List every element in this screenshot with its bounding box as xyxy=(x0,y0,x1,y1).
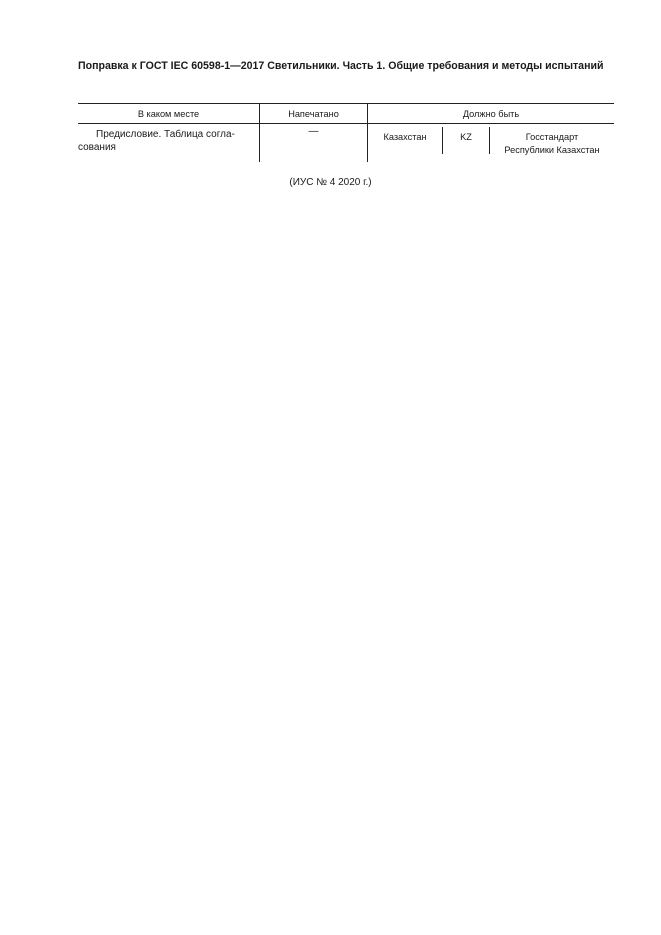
header-should-be: Должно быть xyxy=(368,104,615,124)
where-text: Предисловие. Таблица согла- сования xyxy=(78,129,235,153)
header-printed: Напечатано xyxy=(260,104,368,124)
printed-dash: — xyxy=(308,126,319,137)
standards-body-line2: Республики Казахстан xyxy=(504,144,600,155)
header-where: В каком месте xyxy=(78,104,260,124)
publication-source-note: (ИУС № 4 2020 г.) xyxy=(289,177,372,188)
document-title: Поправка к ГОСТ IEC 60598-1—2017 Светильники. Часть 1. Общие требования и методы испытаний xyxy=(78,60,604,72)
table-header-row xyxy=(78,104,614,124)
table-row xyxy=(78,124,614,163)
standards-body xyxy=(490,129,614,162)
standards-body-line1: Госстандарт xyxy=(525,132,579,142)
cell-printed xyxy=(260,124,368,163)
erratum-table xyxy=(78,103,614,162)
cell-where xyxy=(78,124,260,163)
country-name: Казахстан xyxy=(383,132,427,142)
country-code: KZ xyxy=(442,127,490,154)
cell-should-be xyxy=(368,124,615,163)
